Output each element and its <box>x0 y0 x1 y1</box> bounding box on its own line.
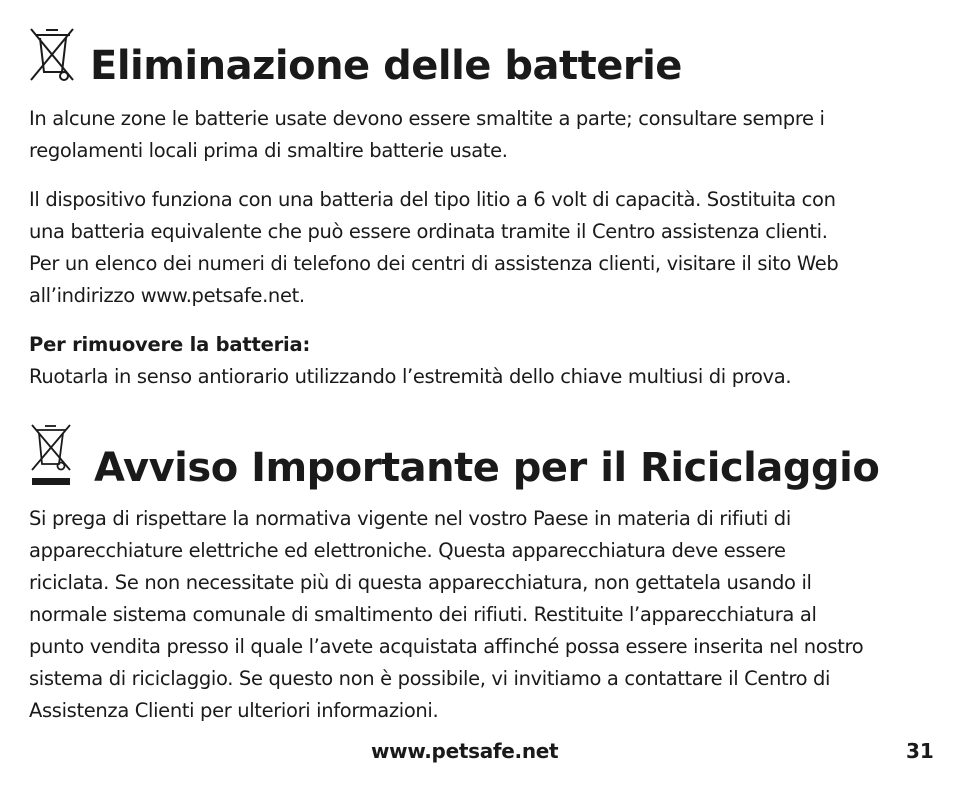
text-line: all’indirizzo www.petsafe.net. <box>29 284 305 307</box>
section-heading-battery-disposal <box>28 26 682 89</box>
footer-website-url: www.petsafe.net <box>371 739 559 763</box>
text-line: normale sistema comunale di smaltimento dei rifiuti. Restituite l’apparecchiatura al <box>29 603 817 626</box>
text-line: riciclata. Se non necessitate più di questa apparecchiatura, non gettatela usando il <box>29 571 812 594</box>
crossed-out-wheelie-bin-with-bar-icon <box>28 422 76 488</box>
text-line: Assistenza Clienti per ulteriori informazioni. <box>29 699 439 722</box>
paragraph-recycling <box>29 503 929 727</box>
text-line: Ruotarla in senso antiorario utilizzando l’estremità dello chiave multiusi di prova. <box>29 365 792 388</box>
page-number: 31 <box>906 739 934 763</box>
paragraph-battery-regulations <box>29 103 929 167</box>
paragraph-remove-battery <box>29 329 929 393</box>
crossed-out-wheelie-bin-icon <box>28 26 78 84</box>
paragraph-battery-type <box>29 184 929 312</box>
text-line: apparecchiature elettriche ed elettroniche. Questa apparecchiatura deve essere <box>29 539 786 562</box>
page-title-battery-disposal: Eliminazione delle batterie <box>90 43 682 89</box>
text-line: regolamenti locali prima di smaltire batterie usate. <box>29 139 508 162</box>
page-title-recycling-notice: Avviso Importante per il Riciclaggio <box>94 445 880 491</box>
text-line: Il dispositivo funziona con una batteria del tipo litio a 6 volt di capacità. Sostituita con <box>29 188 836 211</box>
text-line: Si prega di rispettare la normativa vigente nel vostro Paese in materia di rifiuti di <box>29 507 791 530</box>
text-line: punto vendita presso il quale l’avete acquistata affinché possa essere inserita nel nostro <box>29 635 864 658</box>
text-line: una batteria equivalente che può essere ordinata tramite il Centro assistenza clienti. <box>29 220 828 243</box>
text-line: In alcune zone le batterie usate devono essere smaltite a parte; consultare sempre i <box>29 107 825 130</box>
section-heading-recycling-notice <box>28 422 880 491</box>
subheading-remove-battery: Per rimuovere la batteria: <box>29 333 311 356</box>
text-line: Per un elenco dei numeri di telefono dei centri di assistenza clienti, visitare il sito Web <box>29 252 839 275</box>
text-line: sistema di riciclaggio. Se questo non è possibile, vi invitiamo a contattare il Centro di <box>29 667 831 690</box>
